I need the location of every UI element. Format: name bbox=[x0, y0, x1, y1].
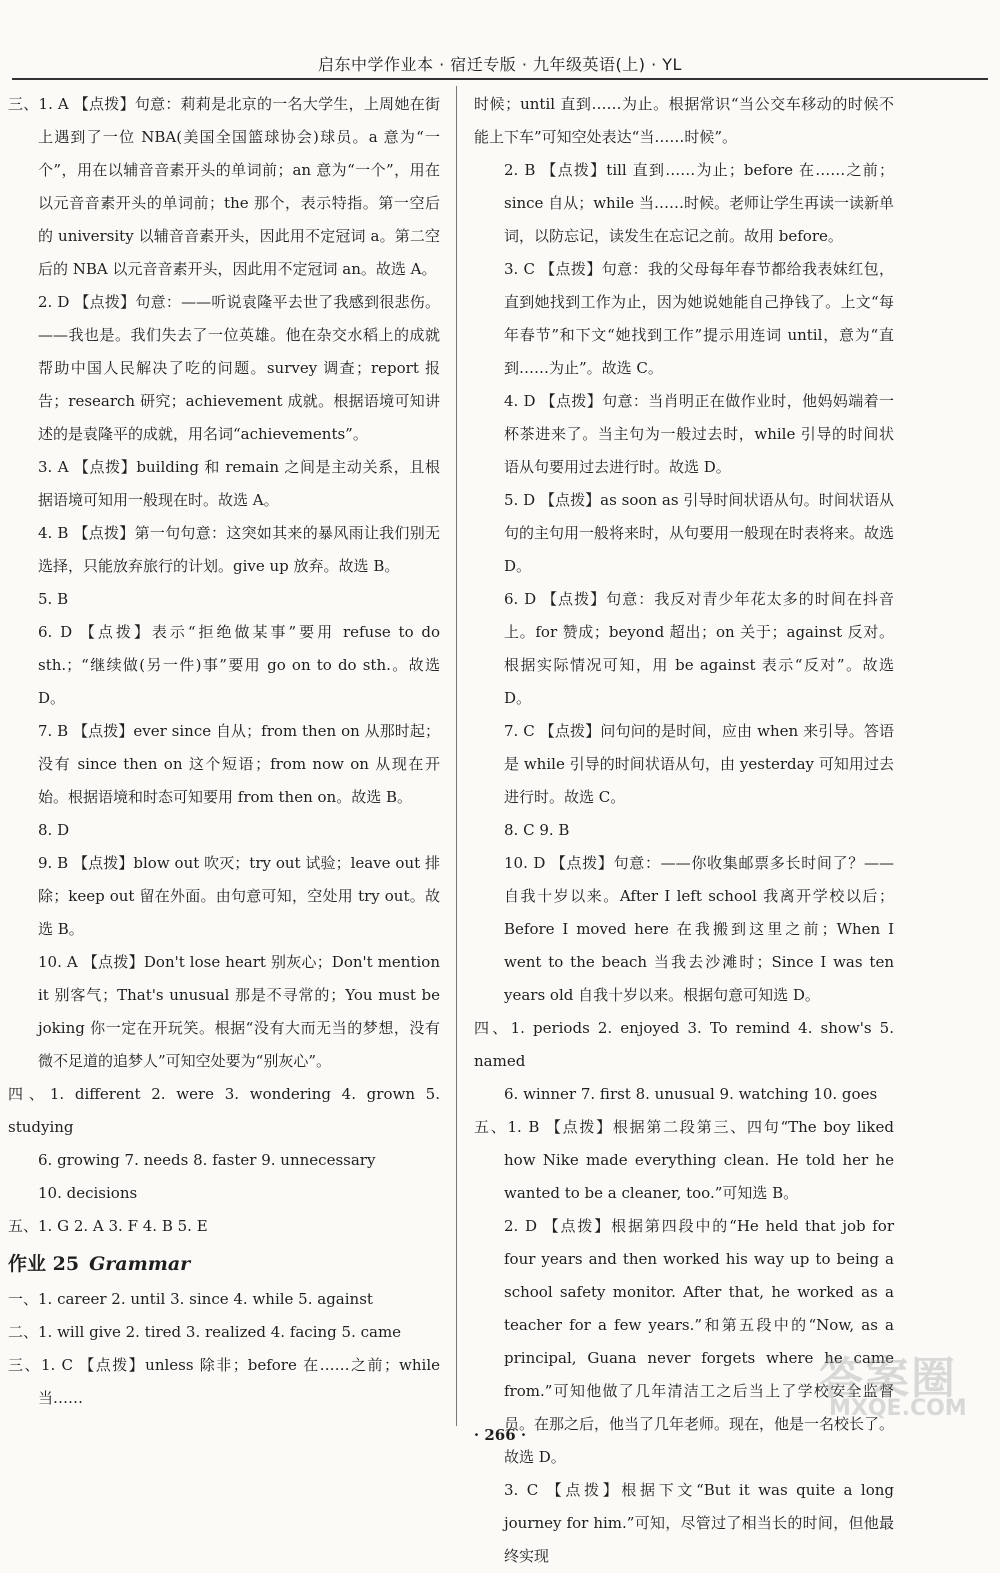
answer-block: 五、1. B 【点拨】根据第二段第三、四句“The boy liked how Nike made everything clean. He told her he wanted to be a cleaner, too.”可知选 B。 bbox=[474, 1118, 894, 1202]
answer-block: 8. C 9. B bbox=[504, 821, 570, 839]
answer-block: 9. B 【点拨】blow out 吹灭；try out 试验；leave out 排除；keep out 留在外面。由句意可知，空处用 try out。故选 B。 bbox=[38, 854, 440, 938]
answer-block: 3. A 【点拨】building 和 remain 之间是主动关系，且根据语境可知用一般现在时。故选 A。 bbox=[38, 458, 440, 509]
section-title-cn: 作业 25 bbox=[8, 1253, 80, 1275]
answer-block: 3. C 【点拨】句意：我的父母每年春节都给我表妹红包，直到她找到工作为止，因为她说她能自己挣钱了。上文“每年春节”和下文“她找到工作”提示用连词 until，意为“直到……为止”。故选 C。 bbox=[504, 260, 894, 377]
answer-block: 7. B 【点拨】ever since 自从；from then on 从那时起；没有 since then on 这个短语；from now on 从现在开始。根据语境和时态可知要用 from then on。故选 B。 bbox=[38, 722, 440, 806]
watermark-url: MXQE.COM bbox=[829, 1396, 967, 1421]
watermark-logo bbox=[811, 1340, 986, 1430]
answer-block: 8. D bbox=[38, 821, 70, 839]
answer-block: 7. C 【点拨】问句问的是时间，应由 when 来引导。答语是 while 引导的时间状语从句，由 yesterday 可知用过去进行时。故选 C。 bbox=[504, 722, 894, 806]
answer-block: 2. D 【点拨】句意：——听说袁隆平去世了我感到很悲伤。——我也是。我们失去了一位英雄。他在杂交水稻上的成就帮助中国人民解决了吃的问题。survey 调查；report 报告；research 研究；achievement 成就。根据语境可知讲述的是袁隆平的成就，用名词“achievements”。 bbox=[38, 293, 440, 443]
answer-block: 5. B bbox=[38, 590, 69, 608]
answer-block: 二、1. will give 2. tired 3. realized 4. facing 5. came bbox=[8, 1323, 402, 1341]
answer-block: 10. D 【点拨】句意：——你收集邮票多长时间了？——自我十岁以来。After I left school 我离开学校以后；Before I moved here 在我搬到这里之前；When I went to the beach 当我去沙滩时；Since I was ten years old 自我十岁以来。根据句意可知选 D。 bbox=[504, 854, 894, 1004]
section-title-en: Grammar bbox=[89, 1253, 191, 1275]
answer-block: 四、1. different 2. were 3. wondering 4. grown 5. studying bbox=[8, 1085, 440, 1136]
answer-block: 6. growing 7. needs 8. faster 9. unnecessary bbox=[38, 1151, 376, 1169]
answer-block: 四、1. periods 2. enjoyed 3. To remind 4. show's 5. named bbox=[474, 1019, 894, 1070]
left-column bbox=[8, 88, 440, 1415]
answer-block: 时候；until 直到……为止。根据常识“当公交车移动的时候不能上下车”可知空处表达“当……时候”。 bbox=[474, 95, 894, 146]
header-rule bbox=[12, 78, 988, 80]
answer-block: 一、1. career 2. until 3. since 4. while 5. against bbox=[8, 1290, 373, 1308]
answer-block: 5. D 【点拨】as soon as 引导时间状语从句。时间状语从句的主句用一般将来时，从句要用一般现在时表将来。故选 D。 bbox=[504, 491, 895, 575]
answer-block: 6. D 【点拨】句意：我反对青少年花太多的时间在抖音上。for 赞成；beyond 超出；on 关于；against 反对。根据实际情况可知，用 be against 表示“反对”。故选 D。 bbox=[504, 590, 894, 707]
answer-block: 4. D 【点拨】句意：当肖明正在做作业时，他妈妈端着一杯茶进来了。当主句为一般过去时，while 引导的时间状语从句要用过去进行时。故选 D。 bbox=[504, 392, 894, 476]
page-number: · 266 · bbox=[473, 1426, 527, 1444]
answer-block: 2. B 【点拨】till 直到……为止；before 在……之前；since 自从；while 当……时候。老师让学生再读一读新单词，以防忘记，读发生在忘记之前。故用 before。 bbox=[504, 161, 894, 245]
answer-block: 3. C 【点拨】根据下文“But it was quite a long journey for him.”可知，尽管过了相当长的时间，但他最终实现 bbox=[504, 1481, 894, 1565]
page-header: 启东中学作业本 · 宿迁专版 · 九年级英语(上) · YL bbox=[318, 55, 682, 74]
section-title bbox=[8, 1249, 440, 1279]
watermark-text: 答案圈 bbox=[819, 1353, 957, 1404]
answer-block: 2. D 【点拨】根据第四段中的“He held that job for four years and then worked his way up to being a school safety monitor. After that, he worked as a teacher for a few years.”和第五段中的“Now, as a principal, Guana never forgets where he came from.”可知他做了几年清洁工之后当上了学校安全监督员。在那之后，他当了几年老师。现在，他是一名校长了。故选 D。 bbox=[504, 1217, 895, 1466]
column-divider bbox=[456, 86, 457, 1426]
answer-block: 三、1. C 【点拨】unless 除非；before 在……之前；while 当…… bbox=[8, 1356, 440, 1407]
answer-block: 6. D 【点拨】表示“拒绝做某事”要用 refuse to do sth.；“继续做(另一件)事”要用 go on to do sth.。故选 D。 bbox=[38, 623, 440, 707]
answer-block: 10. decisions bbox=[38, 1184, 138, 1202]
answer-block: 6. winner 7. first 8. unusual 9. watching 10. goes bbox=[504, 1085, 878, 1103]
answer-block: 五、1. G 2. A 3. F 4. B 5. E bbox=[8, 1217, 208, 1235]
answer-block: 4. B 【点拨】第一句句意：这突如其来的暴风雨让我们别无选择，只能放弃旅行的计划。give up 放弃。故选 B。 bbox=[38, 524, 440, 575]
answer-block: 10. A 【点拨】Don't lose heart 别灰心；Don't mention it 别客气；That's unusual 那是不寻常的；You must be joking 你一定在开玩笑。根据“没有大而无当的梦想，没有微不足道的追梦人”可知空处要为“别灰心”。 bbox=[38, 953, 440, 1070]
answer-block: 三、1. A 【点拨】句意：莉莉是北京的一名大学生，上周她在街上遇到了一位 NBA(美国全国篮球协会)球员。a 意为“一个”，用在以辅音音素开头的单词前；an 意为“一个”，用在以元音音素开头的单词前；the 那个，表示特指。第一空后的 university 以辅音音素开头，因此用不定冠词 a。第二空后的 NBA 以元音音素开头，因此用不定冠词 an。故选 A。 bbox=[8, 95, 440, 278]
